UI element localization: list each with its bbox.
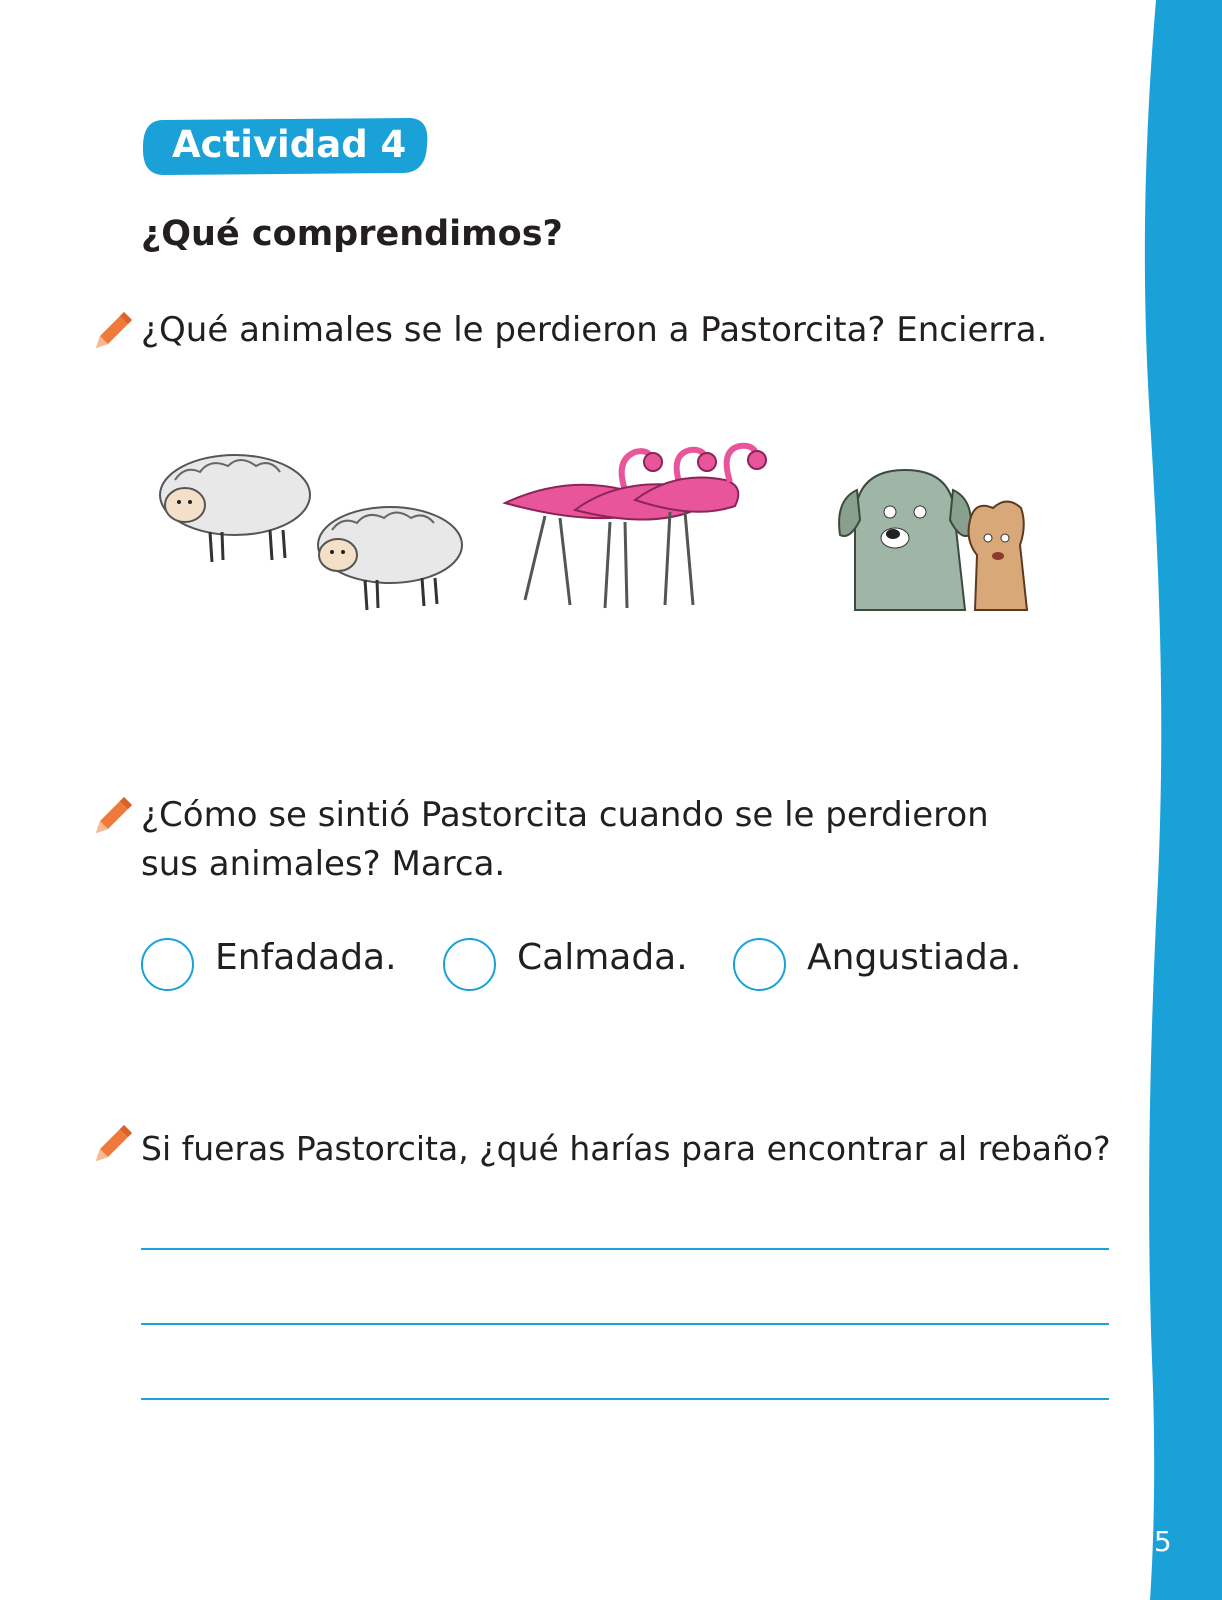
question-2-line-1: ¿Cómo se sintió Pastorcita cuando se le perdieron (141, 795, 989, 835)
option-label: Angustiada. (807, 937, 1022, 978)
option-circle[interactable] (141, 938, 194, 991)
question-3: Si fueras Pastorcita, ¿qué harías para encontrar al rebaño? (141, 1129, 1111, 1168)
question-2-line-2: sus animales? Marca. (141, 844, 506, 884)
flamingo-group[interactable] (505, 446, 766, 608)
dog-group[interactable] (839, 470, 1027, 610)
answer-line[interactable] (141, 1398, 1109, 1400)
activity-label: Actividad 4 (172, 123, 407, 166)
section-title: ¿Qué comprendimos? (141, 214, 563, 254)
option-label: Calmada. (517, 937, 688, 978)
page-number: 35 (1136, 1525, 1172, 1558)
pencil-icon (92, 1121, 136, 1165)
option-label: Enfadada. (215, 937, 397, 978)
animal-illustrations (155, 440, 1055, 630)
answer-line[interactable] (141, 1323, 1109, 1325)
option-circle[interactable] (733, 938, 786, 991)
question-1: ¿Qué animales se le perdieron a Pastorcita? Encierra. (141, 310, 1048, 350)
sheep-group[interactable] (160, 455, 462, 610)
activity-badge (140, 117, 430, 177)
option-circle[interactable] (443, 938, 496, 991)
pencil-icon (92, 308, 136, 352)
answer-line[interactable] (141, 1248, 1109, 1250)
pencil-icon (92, 793, 136, 837)
